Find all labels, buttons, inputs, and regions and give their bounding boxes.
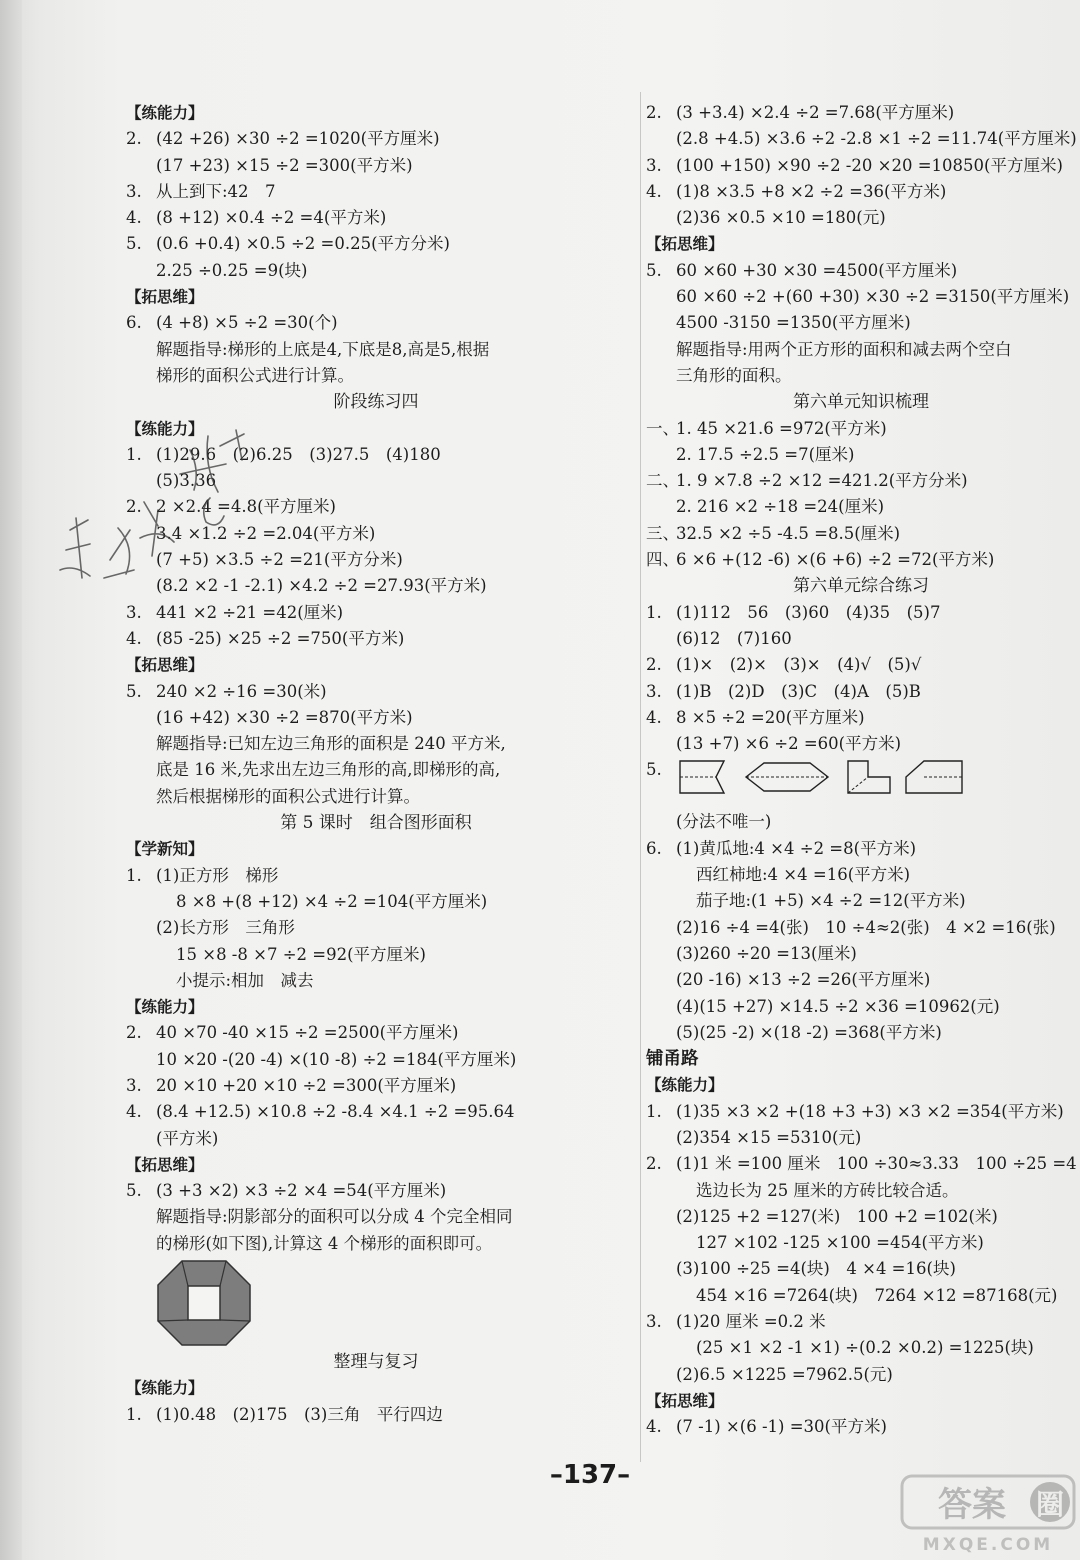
answer-item <box>126 231 626 257</box>
answer-line <box>646 284 1076 310</box>
item-number: 1. <box>126 1404 142 1424</box>
item-number: 一、 <box>646 418 679 438</box>
line-text: 的梯形(如下图),计算这 4 个梯形的面积即可。 <box>156 1233 493 1253</box>
line-text: (4)(15 +27) ×14.5 ÷2 ×36 =10962(元) <box>676 996 1000 1016</box>
section-heading <box>126 284 626 310</box>
answer-line <box>126 731 626 757</box>
answer-item <box>646 153 1076 179</box>
answer-item <box>126 205 626 231</box>
answer-line <box>126 757 626 783</box>
answer-line <box>646 731 1076 757</box>
answer-item <box>646 1309 1076 1335</box>
answer-item <box>646 468 1076 494</box>
answer-item <box>126 179 626 205</box>
item-number: 4. <box>126 628 142 648</box>
line-text: 阶段练习四 <box>333 392 419 413</box>
line-text: 2. 216 ×2 ÷18 =24(厘米) <box>676 497 885 517</box>
line-text: (3 +3.4) ×2.4 ÷2 =7.68(平方厘米) <box>676 103 955 122</box>
item-number: 5. <box>126 681 142 701</box>
svg-text:圈: 圈 <box>1035 1488 1065 1521</box>
item-number: 3. <box>646 681 662 701</box>
line-text: 4500 -3150 =1350(平方厘米) <box>676 313 911 333</box>
answer-line <box>646 1125 1076 1151</box>
item-number: 6. <box>126 313 142 333</box>
line-text: 【拓思维】 <box>646 1391 724 1410</box>
section-heading <box>126 652 626 678</box>
line-text: (85 -25) ×25 ÷2 =750(平方米) <box>156 628 405 648</box>
answer-line <box>646 1256 1076 1282</box>
item-number: 2. <box>646 103 662 122</box>
line-text: (3 +3 ×2) ×3 ÷2 ×4 =54(平方厘米) <box>156 1181 447 1201</box>
line-text: (6)12 (7)160 <box>676 628 792 648</box>
section-heading <box>646 231 1076 257</box>
line-text: 解题指导:已知左边三角形的面积是 240 平方米, <box>156 734 506 754</box>
answer-line <box>126 889 626 915</box>
answer-line <box>646 809 1076 835</box>
line-text: (2)125 +2 =127(米) 100 +2 =102(米) <box>676 1206 998 1226</box>
line-text: 240 ×2 ÷16 =30(米) <box>156 681 327 701</box>
section-heading <box>126 1375 626 1401</box>
answer-line <box>126 968 626 994</box>
line-text: (分法不唯一) <box>676 812 772 832</box>
item-number: 4. <box>646 707 662 727</box>
answer-line <box>646 967 1076 993</box>
answer-item <box>646 1414 1076 1440</box>
answer-item <box>126 1020 626 1046</box>
line-text: (2)长方形 三角形 <box>156 918 295 938</box>
line-text: (1)8 ×3.5 +8 ×2 ÷2 =36(平方米) <box>676 181 947 201</box>
line-text: (4 +8) ×5 ÷2 =30(个) <box>156 313 338 333</box>
answer-line <box>646 1178 1076 1204</box>
answer-line <box>126 942 626 968</box>
line-text: 整理与复习 <box>333 1352 419 1373</box>
line-text: 【练能力】 <box>126 419 204 438</box>
answer-line <box>126 705 626 731</box>
answer-item <box>646 679 1076 705</box>
line-text: 铺甬路 <box>646 1049 699 1070</box>
item-number: 3. <box>126 1075 142 1095</box>
division-cut-line-3 <box>848 777 868 793</box>
column-divider <box>640 92 641 1462</box>
line-text: 2.25 ÷0.25 =9(块) <box>156 260 308 280</box>
inner-square-hole <box>188 1286 220 1320</box>
line-text: (1)黄瓜地:4 ×4 ÷2 =8(平方米) <box>676 838 917 858</box>
answer-line <box>646 862 1076 888</box>
section-title <box>126 810 626 836</box>
section-title <box>646 389 1076 415</box>
line-text: 15 ×8 -8 ×7 ÷2 =92(平方厘米) <box>176 944 426 964</box>
line-text: (1)35 ×3 ×2 +(18 +3 +3) ×3 ×2 =354(平方米) <box>676 1101 1064 1121</box>
line-text: (1)112 56 (3)60 (4)35 (5)7 <box>676 602 941 622</box>
answer-line <box>646 205 1076 231</box>
section-heading <box>126 836 626 862</box>
line-text: 从上到下:42 7 <box>156 181 276 201</box>
answer-item <box>646 652 1076 678</box>
item-number: 5. <box>646 260 662 280</box>
handwritten-scribble <box>40 410 270 600</box>
line-text: (1)1 米 =100 厘米 100 ÷30≈3.33 100 ÷25 =4 <box>676 1154 1077 1174</box>
line-text: (42 +26) ×30 ÷2 =1020(平方厘米) <box>156 129 440 149</box>
item-number: 2. <box>646 655 662 675</box>
answer-item <box>646 258 1076 284</box>
book-spine-shadow <box>0 0 22 1560</box>
line-text: (8 +12) ×0.4 ÷2 =4(平方米) <box>156 208 387 228</box>
answer-item <box>126 126 626 152</box>
answer-item <box>126 310 626 336</box>
answer-line <box>646 1230 1076 1256</box>
line-text: 然后根据梯形的面积公式进行计算。 <box>156 786 420 806</box>
answer-line <box>646 442 1076 468</box>
section-title <box>126 1349 626 1375</box>
answer-item <box>126 1099 626 1125</box>
line-text: 小提示:相加 减去 <box>176 970 314 990</box>
line-text: (2)354 ×15 =5310(元) <box>676 1127 862 1147</box>
section-title <box>646 573 1076 599</box>
item-number: 4. <box>646 181 662 201</box>
item-number: 2. <box>126 497 142 517</box>
line-text: 2 ×2.4 =4.8(平方厘米) <box>156 497 336 517</box>
line-text: 第 5 课时 组合图形面积 <box>280 813 472 834</box>
answer-line <box>646 1204 1076 1230</box>
item-number: 2. <box>126 1023 142 1043</box>
answer-item <box>126 1178 626 1204</box>
line-text: 【拓思维】 <box>126 656 204 675</box>
line-text: (3)100 ÷25 =4(块) 4 ×4 =16(块) <box>676 1259 956 1279</box>
line-text: 西红柿地:4 ×4 =16(平方米) <box>696 865 911 885</box>
answer-line <box>126 1204 626 1230</box>
line-text: (20 -16) ×13 ÷2 =26(平方厘米) <box>676 970 931 990</box>
left-column <box>126 100 626 1428</box>
svg-text:答案: 答案 <box>938 1485 1006 1525</box>
answer-line <box>646 915 1076 941</box>
line-text: (17 +23) ×15 ÷2 =300(平方米) <box>156 155 413 175</box>
item-number: 4. <box>646 1417 662 1437</box>
line-text: 选边长为 25 厘米的方砖比较合适。 <box>696 1180 959 1200</box>
line-text: (13 +7) ×6 ÷2 =60(平方米) <box>676 734 902 754</box>
answer-line <box>126 784 626 810</box>
answer-item <box>646 547 1076 573</box>
answer-item <box>126 679 626 705</box>
answer-line <box>646 337 1076 363</box>
line-text: 454 ×16 =7264(块) 7264 ×12 =87168(元) <box>696 1285 1058 1305</box>
line-text: 441 ×2 ÷21 =42(厘米) <box>156 602 344 622</box>
answer-item <box>126 600 626 626</box>
line-text: (8.2 ×2 -1 -2.1) ×4.2 ÷2 =27.93(平方米) <box>156 576 487 596</box>
line-text: 2. 17.5 ÷2.5 =7(厘米) <box>676 444 855 464</box>
svg-text:MXQE.COM: MXQE.COM <box>922 1535 1054 1555</box>
line-text: 三角形的面积。 <box>676 365 792 385</box>
answer-item <box>646 600 1076 626</box>
line-text: 解题指导:梯形的上底是4,下底是8,高是5,根据 <box>156 339 490 359</box>
answer-line <box>646 888 1076 914</box>
answer-line <box>646 310 1076 336</box>
line-text: (8.4 +12.5) ×10.8 ÷2 -8.4 ×4.1 ÷2 =95.64 <box>156 1102 515 1122</box>
answer-line <box>646 626 1076 652</box>
answer-line <box>646 941 1076 967</box>
line-text: 32.5 ×2 ÷5 -4.5 =8.5(厘米) <box>676 523 901 543</box>
line-text: (1)× (2)× (3)× (4)√ (5)√ <box>676 655 922 675</box>
line-text: 【拓思维】 <box>646 235 724 254</box>
line-text: 8 ×5 ÷2 =20(平方厘米) <box>676 707 865 727</box>
line-text: 【练能力】 <box>126 104 204 122</box>
answer-item <box>646 521 1076 547</box>
line-text: (2)6.5 ×1225 =7962.5(元) <box>676 1364 893 1384</box>
answer-line <box>646 994 1076 1020</box>
item-number: 4. <box>126 1102 142 1122</box>
section-heading <box>126 994 626 1020</box>
item-number: 1. <box>646 1101 662 1121</box>
line-text: 第六单元知识梳理 <box>793 392 929 413</box>
line-text: (1)20 厘米 =0.2 米 <box>676 1312 826 1332</box>
answer-line <box>126 1126 626 1152</box>
line-text: (2.8 +4.5) ×3.6 ÷2 -2.8 ×1 ÷2 =11.74(平方厘米) <box>676 129 1077 149</box>
line-text: 【学新知】 <box>126 840 204 859</box>
item-number: 三、 <box>646 523 679 543</box>
line-text: 127 ×102 -125 ×100 =454(平方米) <box>696 1233 984 1253</box>
answer-line <box>646 1020 1076 1046</box>
item-number: 1. <box>126 444 142 464</box>
answer-item <box>646 179 1076 205</box>
line-text: (7 +5) ×3.5 ÷2 =21(平方分米) <box>156 550 403 570</box>
answer-line <box>126 258 626 284</box>
site-watermark-logo <box>900 1470 1076 1556</box>
line-text: 60 ×60 ÷2 +(60 +30) ×30 ÷2 =3150(平方厘米) <box>676 287 1070 307</box>
item-number: 3. <box>126 602 142 622</box>
item-number: 3. <box>646 1312 662 1332</box>
line-text: (7 -1) ×(6 -1) =30(平方米) <box>676 1417 887 1437</box>
line-text: (100 +150) ×90 ÷2 -20 ×20 =10850(平方厘米) <box>676 155 1063 175</box>
line-text: 3.4 ×1.2 ÷2 =2.04(平方米) <box>156 523 376 543</box>
figure-row <box>126 1257 626 1349</box>
answer-item <box>646 100 1076 126</box>
line-text: 【拓思维】 <box>126 288 204 307</box>
item-number: 2. <box>126 129 142 149</box>
section-heading <box>126 100 626 126</box>
item-number: 1. <box>126 865 142 885</box>
item-number: 5. <box>126 234 142 254</box>
answer-item <box>646 705 1076 731</box>
line-text: 梯形的面积公式进行计算。 <box>156 365 354 385</box>
item-number: 6. <box>646 838 662 858</box>
item-number: 3. <box>646 155 662 175</box>
shaded-octagon-figure <box>156 1259 252 1347</box>
item-number: 1. <box>646 602 662 622</box>
answer-line <box>646 363 1076 389</box>
line-text: 底是 16 米,先求出左边三角形的高,即梯形的高, <box>156 760 501 780</box>
line-text: (1)B (2)D (3)C (4)A (5)B <box>676 681 921 701</box>
line-text: (平方米) <box>156 1128 219 1148</box>
right-column <box>646 100 1076 1441</box>
section-heading <box>646 1072 1076 1098</box>
answer-item <box>126 1073 626 1099</box>
answer-line <box>646 494 1076 520</box>
answer-line <box>646 126 1076 152</box>
item-number: 5. <box>126 1181 142 1201</box>
line-text: 6 ×6 +(12 -6) ×(6 +6) ÷2 =72(平方米) <box>676 550 995 570</box>
answer-line <box>126 915 626 941</box>
line-text: 60 ×60 +30 ×30 =4500(平方厘米) <box>676 260 958 280</box>
section-heading <box>646 1388 1076 1414</box>
item-number: 二、 <box>646 471 679 491</box>
line-text: 解题指导:用两个正方形的面积和减去两个空白 <box>676 339 1012 359</box>
answer-item <box>646 416 1076 442</box>
line-text: (5)3.36 <box>156 471 217 491</box>
answer-item <box>646 836 1076 862</box>
item-number: 4. <box>126 208 142 228</box>
answer-item <box>646 1099 1076 1125</box>
line-text: 第六单元综合练习 <box>793 576 929 597</box>
item-number: 5. <box>646 760 662 780</box>
line-text: 20 ×10 +20 ×10 ÷2 =300(平方厘米) <box>156 1075 457 1095</box>
answer-item <box>126 863 626 889</box>
line-text: 【练能力】 <box>126 1379 204 1398</box>
line-text: (1)0.48 (2)175 (3)三角 平行四边 <box>156 1404 443 1424</box>
line-text: (3)260 ÷20 =13(厘米) <box>676 943 857 963</box>
line-text: (1)29.6 (2)6.25 (3)27.5 (4)180 <box>156 444 441 464</box>
answer-line <box>126 1231 626 1257</box>
line-text: (16 +42) ×30 ÷2 =870(平方米) <box>156 707 413 727</box>
item-number: 3. <box>126 181 142 201</box>
answer-line <box>646 1335 1076 1361</box>
answer-line <box>126 337 626 363</box>
section-heading <box>126 1152 626 1178</box>
page-number-value: 137 <box>562 1460 618 1490</box>
line-text: (5)(25 -2) ×(18 -2) =368(平方米) <box>676 1022 942 1042</box>
line-text: 1. 9 ×7.8 ÷2 ×12 =421.2(平方分米) <box>676 471 968 491</box>
line-text: 10 ×20 -(20 -4) ×(10 -8) ÷2 =184(平方厘米) <box>156 1049 517 1069</box>
answer-line <box>126 153 626 179</box>
line-text: (2)16 ÷4 =4(张) 10 ÷4≈2(张) 4 ×2 =16(张) <box>676 917 1056 937</box>
line-text: 8 ×8 +(8 +12) ×4 ÷2 =104(平方厘米) <box>176 891 488 911</box>
page-number: –137– <box>549 1460 631 1490</box>
answer-item <box>646 1151 1076 1177</box>
answer-item <box>126 1402 626 1428</box>
division-shapes-figure <box>674 757 974 803</box>
line-text: 茄子地:(1 +5) ×4 ÷2 =12(平方米) <box>696 891 966 911</box>
item-number: 2. <box>646 1154 662 1174</box>
figure-row <box>646 757 1076 809</box>
line-text: (25 ×1 ×2 -1 ×1) ÷(0.2 ×0.2) =1225(块) <box>696 1338 1034 1358</box>
answer-line <box>646 1283 1076 1309</box>
line-text: 【练能力】 <box>646 1076 724 1095</box>
line-text: 解题指导:阴影部分的面积可以分成 4 个完全相同 <box>156 1207 513 1227</box>
answer-line <box>646 1362 1076 1388</box>
answer-line <box>126 1047 626 1073</box>
line-text: 【拓思维】 <box>126 1155 204 1174</box>
line-text: 【练能力】 <box>126 998 204 1017</box>
line-text: (0.6 +0.4) ×0.5 ÷2 =0.25(平方分米) <box>156 234 450 254</box>
line-text: 1. 45 ×21.6 =972(平方米) <box>676 418 887 438</box>
line-text: (1)正方形 梯形 <box>156 865 279 885</box>
line-text: 40 ×70 -40 ×15 ÷2 =2500(平方厘米) <box>156 1023 459 1043</box>
answer-item <box>126 626 626 652</box>
item-number: 四、 <box>646 550 679 570</box>
answer-line <box>126 363 626 389</box>
line-text: (2)36 ×0.5 ×10 =180(元) <box>676 208 886 228</box>
topic-title <box>646 1046 1076 1072</box>
